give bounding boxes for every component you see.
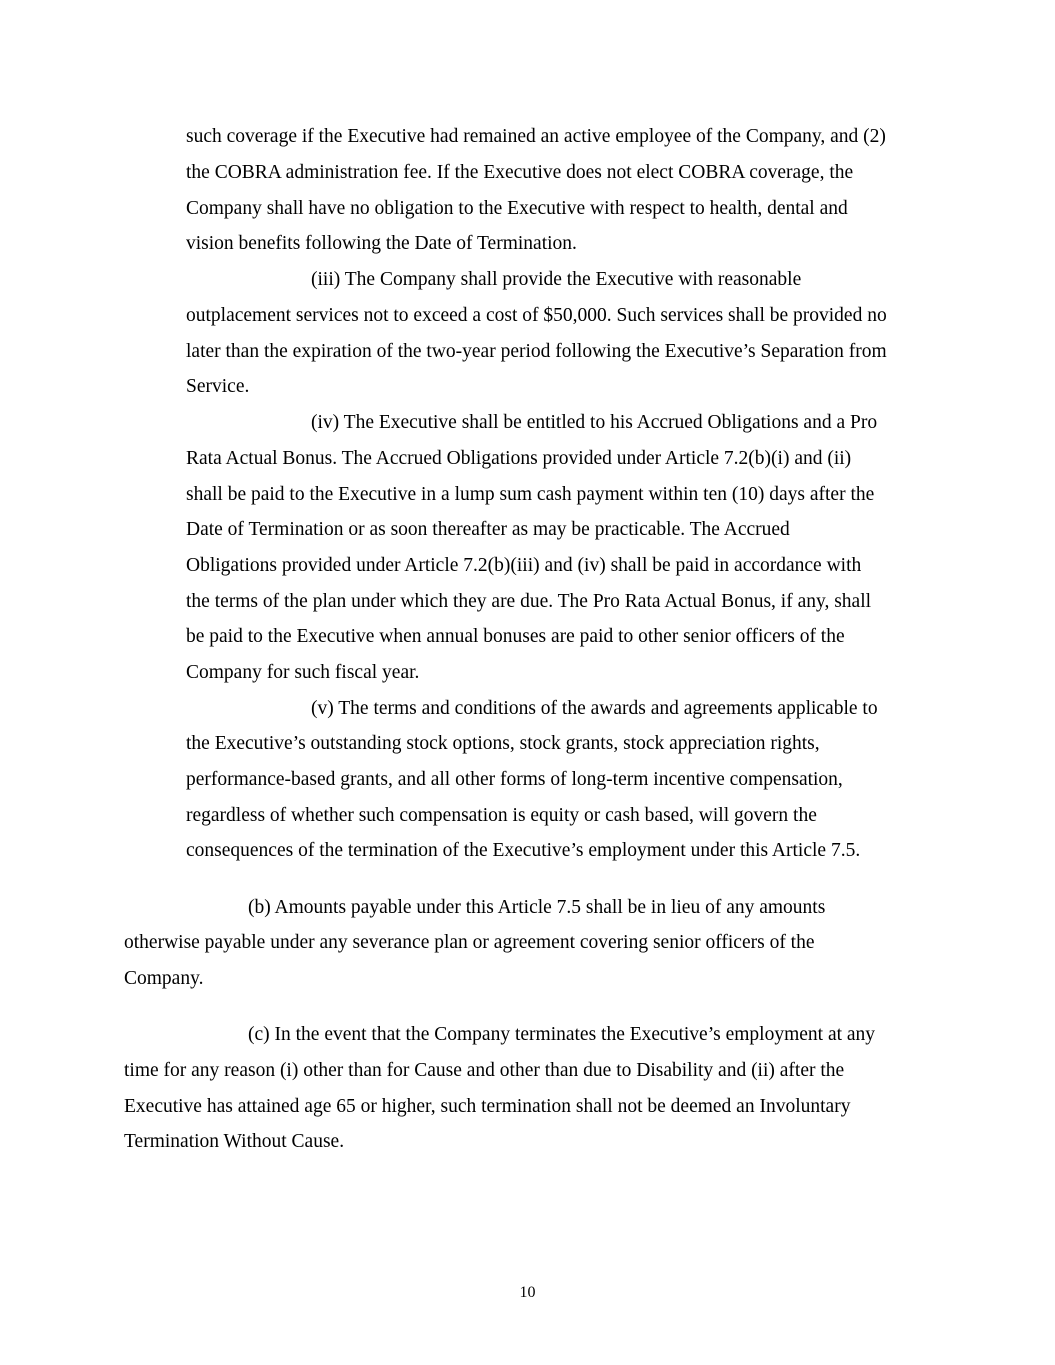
text-line: vision benefits following the Date of Termination. (186, 233, 577, 254)
text-line: Date of Termination or as soon thereafter as may be practicable. The Accrued (186, 519, 790, 540)
text-line: Company for such fiscal year. (186, 662, 420, 683)
text-line: Obligations provided under Article 7.2(b)(iii) and (iv) shall be paid in accordance with (186, 555, 862, 576)
text-line: regardless of whether such compensation is equity or cash based, will govern the (186, 805, 817, 826)
text-line: be paid to the Executive when annual bonuses are paid to other senior officers of the (186, 626, 845, 647)
text-line: the Executive’s outstanding stock options, stock grants, stock appreciation rights, (186, 733, 820, 754)
text-line: time for any reason (i) other than for Cause and other than due to Disability and (ii) after the (124, 1060, 845, 1081)
text-line: such coverage if the Executive had remained an active employee of the Company, and (2) (186, 126, 886, 147)
text-line: Company. (124, 968, 204, 989)
text-line: the COBRA administration fee. If the Executive does not elect COBRA coverage, the (186, 162, 854, 183)
text-line: Termination Without Cause. (124, 1131, 345, 1152)
text-line: shall be paid to the Executive in a lump sum cash payment within ten (10) days after the (186, 484, 875, 505)
text-line: outplacement services not to exceed a cost of $50,000. Such services shall be provided no (186, 305, 887, 326)
text-line: (v) The terms and conditions of the awards and agreements applicable to (311, 698, 878, 719)
text-line: Service. (186, 376, 250, 397)
text-line: the terms of the plan under which they are due. The Pro Rata Actual Bonus, if any, shall (186, 591, 872, 612)
text-line: (c) In the event that the Company terminates the Executive’s employment at any (248, 1024, 876, 1045)
text-line: (b) Amounts payable under this Article 7.5 shall be in lieu of any amounts (248, 897, 826, 918)
text-line: Executive has attained age 65 or higher, such termination shall not be deemed an Involuntary (124, 1096, 851, 1117)
text-line: (iv) The Executive shall be entitled to his Accrued Obligations and a Pro (311, 412, 878, 433)
text-line: consequences of the termination of the Executive’s employment under this Article 7.5. (186, 840, 861, 861)
text-line: performance-based grants, and all other forms of long-term incentive compensation, (186, 769, 843, 790)
text-line: Rata Actual Bonus. The Accrued Obligations provided under Article 7.2(b)(i) and (ii) (186, 448, 852, 469)
page-number: 10 (519, 1284, 536, 1301)
text-line: otherwise payable under any severance plan or agreement covering senior officers of the (124, 932, 815, 953)
text-line: (iii) The Company shall provide the Executive with reasonable (311, 269, 802, 290)
text-line: later than the expiration of the two-year period following the Executive’s Separation from (186, 341, 887, 362)
text-line: Company shall have no obligation to the Executive with respect to health, dental and (186, 198, 848, 219)
